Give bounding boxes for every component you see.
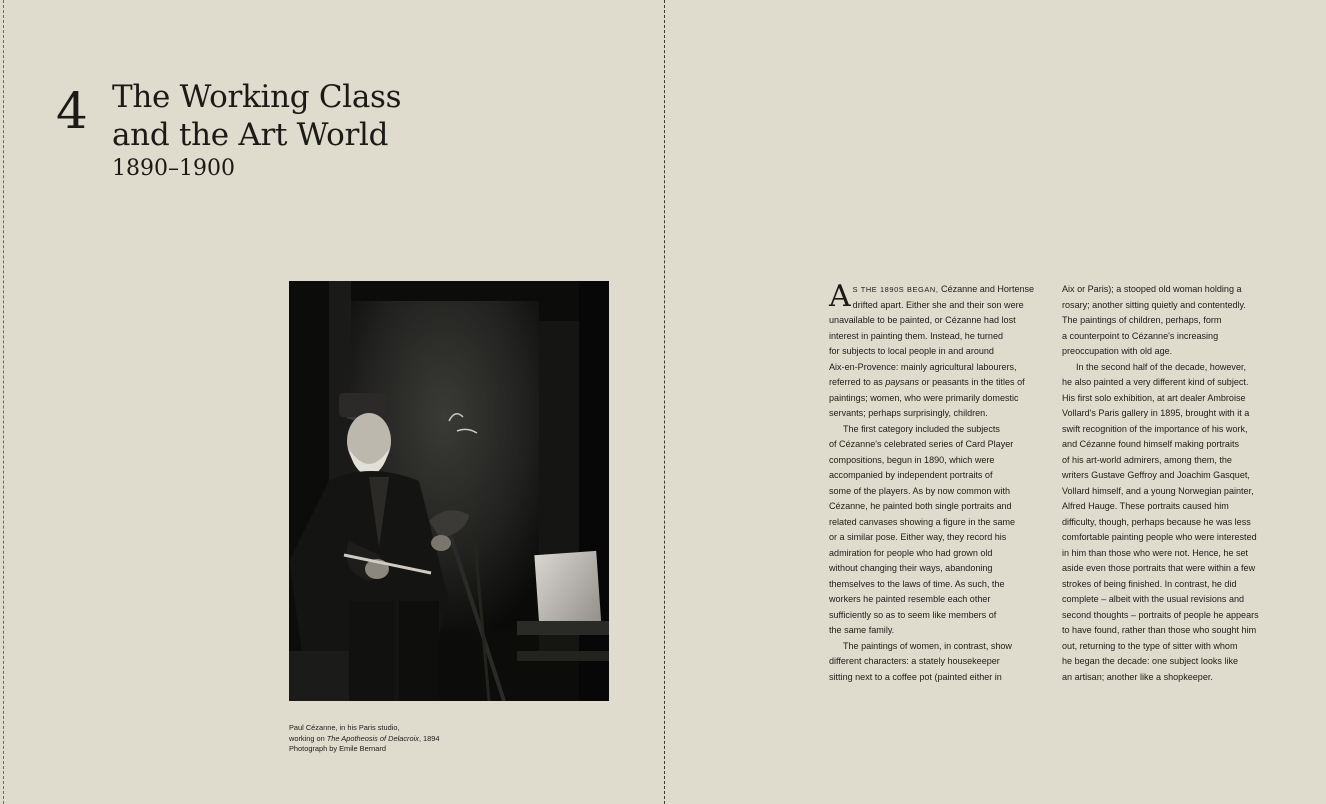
chapter-title-line-2: and the Art World — [112, 117, 389, 153]
caption-line-2-suffix: , 1894 — [418, 733, 440, 743]
body-line: and Cézanne found himself making portraits — [1062, 439, 1240, 449]
body-line: paintings; women, who were primarily domestic — [829, 392, 1019, 403]
body-line: some of the players. As by now common with — [829, 485, 1011, 496]
photo-of-painter-in-studio — [289, 281, 609, 701]
body-line: a counterpoint to Cézanne's increasing — [1062, 330, 1219, 341]
body-line: swift recognition of the importance of his work, — [1062, 423, 1248, 434]
body-line: workers he painted resemble each other — [829, 594, 991, 604]
body-line: of Cézanne's celebrated series of Card Player — [829, 439, 1014, 449]
photo-caption — [289, 723, 529, 755]
page-edge-left — [3, 0, 4, 804]
body-line: Vollard himself, and a young Norwegian painter, — [1062, 485, 1254, 496]
body-line: the same family. — [829, 625, 895, 635]
body-line: Cézanne, he painted both single portraits and — [829, 501, 1012, 511]
page-gutter — [664, 0, 665, 804]
body-line: different characters: a stately housekeeper — [829, 656, 1000, 666]
body-line: without changing their ways, abandoning — [829, 563, 993, 573]
body-line-prefix: referred to as — [829, 377, 886, 387]
body-italic-term: paysans — [885, 377, 920, 387]
chapter-title-line-1: The Working Class — [112, 79, 402, 115]
body-line: Vollard's Paris gallery in 1895, brought with it a — [1062, 408, 1250, 418]
caption-artwork-title: The Apotheosis of Delacroix — [326, 733, 419, 743]
caption-line-3: Photograph by Emile Bernard — [289, 744, 386, 754]
body-line: complete – albeit with the usual revisions and — [1062, 594, 1245, 604]
caption-line-2-prefix: working on — [289, 733, 327, 743]
body-line: unavailable to be painted, or Cézanne had lost — [829, 315, 1016, 325]
body-line: In the second half of the decade, however, — [1076, 361, 1247, 372]
body-line: drifted apart. Either she and their son were — [852, 299, 1024, 310]
body-line: second thoughts – portraits of people he appears — [1062, 609, 1259, 620]
body-line: he also painted a very different kind of subject. — [1062, 377, 1249, 387]
body-line: themselves to the laws of time. As such, the — [829, 578, 1005, 589]
body-line: writers Gustave Geffroy and Joachim Gasquet, — [1062, 470, 1250, 480]
body-line: The first category included the subjects — [843, 423, 1000, 434]
body-line: Aix-en-Provence: mainly agricultural labourers, — [829, 361, 1017, 372]
body-line: Alfred Hauge. These portraits caused him — [1062, 501, 1229, 511]
lead-in-smallcaps: S THE 1890S BEGAN, — [852, 285, 939, 294]
chapter-dates: 1890–1900 — [112, 156, 235, 181]
body-line — [829, 375, 1061, 391]
caption-line-2 — [289, 734, 529, 745]
body-line: sitting next to a coffee pot (painted either in — [829, 671, 1002, 682]
drop-cap: A — [829, 279, 851, 314]
body-line: His first solo exhibition, at art dealer Ambroise — [1062, 392, 1246, 403]
body-column-2 — [1062, 282, 1294, 685]
body-line: preoccupation with old age. — [1062, 346, 1173, 356]
chapter-title — [112, 78, 452, 154]
body-line: or a similar pose. Either way, they record his — [829, 532, 1007, 542]
body-line: to have found, rather than those who sought him — [1062, 625, 1257, 635]
body-line: compositions, begun in 1890, which were — [829, 454, 995, 465]
body-line: rosary; another sitting quietly and contentedly. — [1062, 299, 1246, 310]
body-line: difficulty, though, perhaps because he was less — [1062, 516, 1251, 527]
body-line: accompanied by independent portraits of — [829, 470, 993, 480]
body-column-1 — [829, 279, 1061, 685]
body-line: strokes of being finished. In contrast, he did — [1062, 578, 1237, 589]
body-line: of his art-world admirers, among them, the — [1062, 454, 1232, 465]
body-line: an artisan; another like a shopkeeper. — [1062, 671, 1213, 682]
body-line: The paintings of children, perhaps, form — [1062, 315, 1222, 325]
body-line: for subjects to local people in and around — [829, 346, 994, 356]
body-line: out, returning to the type of sitter with whom — [1062, 640, 1238, 651]
body-line: related canvases showing a figure in the same — [829, 516, 1016, 527]
body-line-text: Cézanne and Hortense — [938, 284, 1035, 294]
body-line: admiration for people who had grown old — [829, 547, 993, 558]
chapter-number: 4 — [56, 82, 88, 140]
body-line: aside even those portraits that were within a few — [1062, 563, 1256, 573]
body-line: Aix or Paris); a stooped old woman holding a — [1062, 284, 1242, 294]
body-line: sufficiently so as to seem like members of — [829, 609, 997, 620]
caption-line-1: Paul Cézanne, in his Paris studio, — [289, 723, 400, 732]
body-line: in him than those who were not. Hence, he set — [1062, 547, 1249, 558]
body-line: he began the decade: one subject looks like — [1062, 656, 1239, 666]
body-line: servants; perhaps surprisingly, children. — [829, 408, 988, 418]
body-line-suffix: or peasants in the titles of — [919, 377, 1025, 387]
body-line: The paintings of women, in contrast, show — [843, 640, 1012, 651]
body-line: interest in painting them. Instead, he turned — [829, 330, 1004, 341]
body-line: comfortable painting people who were interested — [1062, 532, 1257, 542]
photo-illustration — [289, 281, 609, 701]
body-line — [829, 282, 1061, 298]
